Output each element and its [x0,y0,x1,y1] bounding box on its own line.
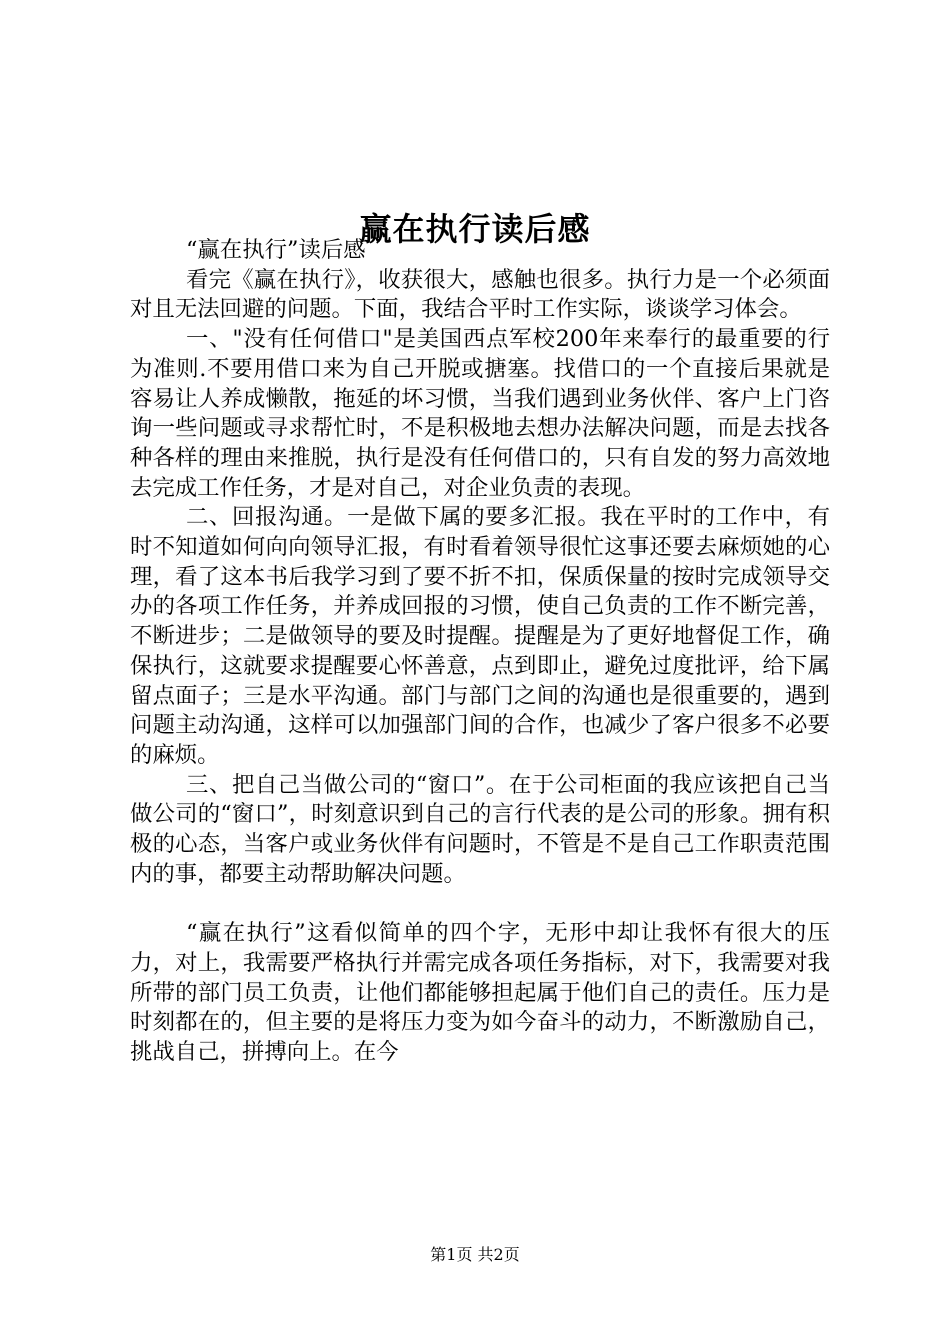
paragraph-point-two: 二、回报沟通。一是做下属的要多汇报。我在平时的工作中，有时不知道如何向向领导汇报，有时看着领导很忙这事还要去麻烦她的心理，看了这本书后我学习到了要不折不扣，保质保量的按时完成领导交办的各项工作任务，并养成回报的习惯，使自己负责的工作不断完善，不断进步；二是做领导的要及时提醒。提醒是为了更好地督促工作，确保执行，这就要求提醒要心怀善意，点到即止，避免过度批评，给下属留点面子；三是水平沟通。部门与部门之间的沟通也是很重要的，遇到问题主动沟通，这样可以加强部门间的合作，也减少了客户很多不必要的麻烦。 [130,504,830,768]
document-title: 赢在执行读后感 [359,210,591,249]
paragraph-conclusion: “赢在执行”这看似简单的四个字，无形中却让我怀有很大的压力，对上，我需要严格执行并需完成各项任务指标，对下，我需要对我所带的部门员工负责，让他们都能够担起属于他们自己的责任。压力是时刻都在的，但主要的是将压力变为如今奋斗的动力，不断激励自己，挑战自己，拼搏向上。在今 [130,920,830,1065]
paragraph-subtitle: “赢在执行”读后感 [186,237,366,263]
paragraph-intro: 看完《赢在执行》，收获很大，感触也很多。执行力是一个必须面对且无法回避的问题。下面，我结合平时工作实际，谈谈学习体会。 [130,266,830,323]
paragraph-point-one: 一、"没有任何借口"是美国西点军校200年来奉行的最重要的行为准则.不要用借口来为自己开脱或搪塞。找借口的一个直接后果就是容易让人养成懒散，拖延的坏习惯，当我们遇到业务伙伴、客户上门咨询一些问题或寻求帮忙时，不是积极地去想办法解决问题，而是去找各种各样的理由来推脱，执行是没有任何借口的，只有自发的努力高效地去完成工作任务，才是对自己，对企业负责的表现。 [130,326,830,501]
paragraph-point-three: 三、把自己当做公司的“窗口”。在于公司柜面的我应该把自己当做公司的“窗口”，时刻意识到自己的言行代表的是公司的形象。拥有积极的心态，当客户或业务伙伴有问题时，不管是不是自己工作职责范围内的事，都要主动帮助解决问题。 [130,771,830,887]
page-number-footer: 第1页 共2页 [430,1245,520,1264]
document-body [130,236,830,1068]
